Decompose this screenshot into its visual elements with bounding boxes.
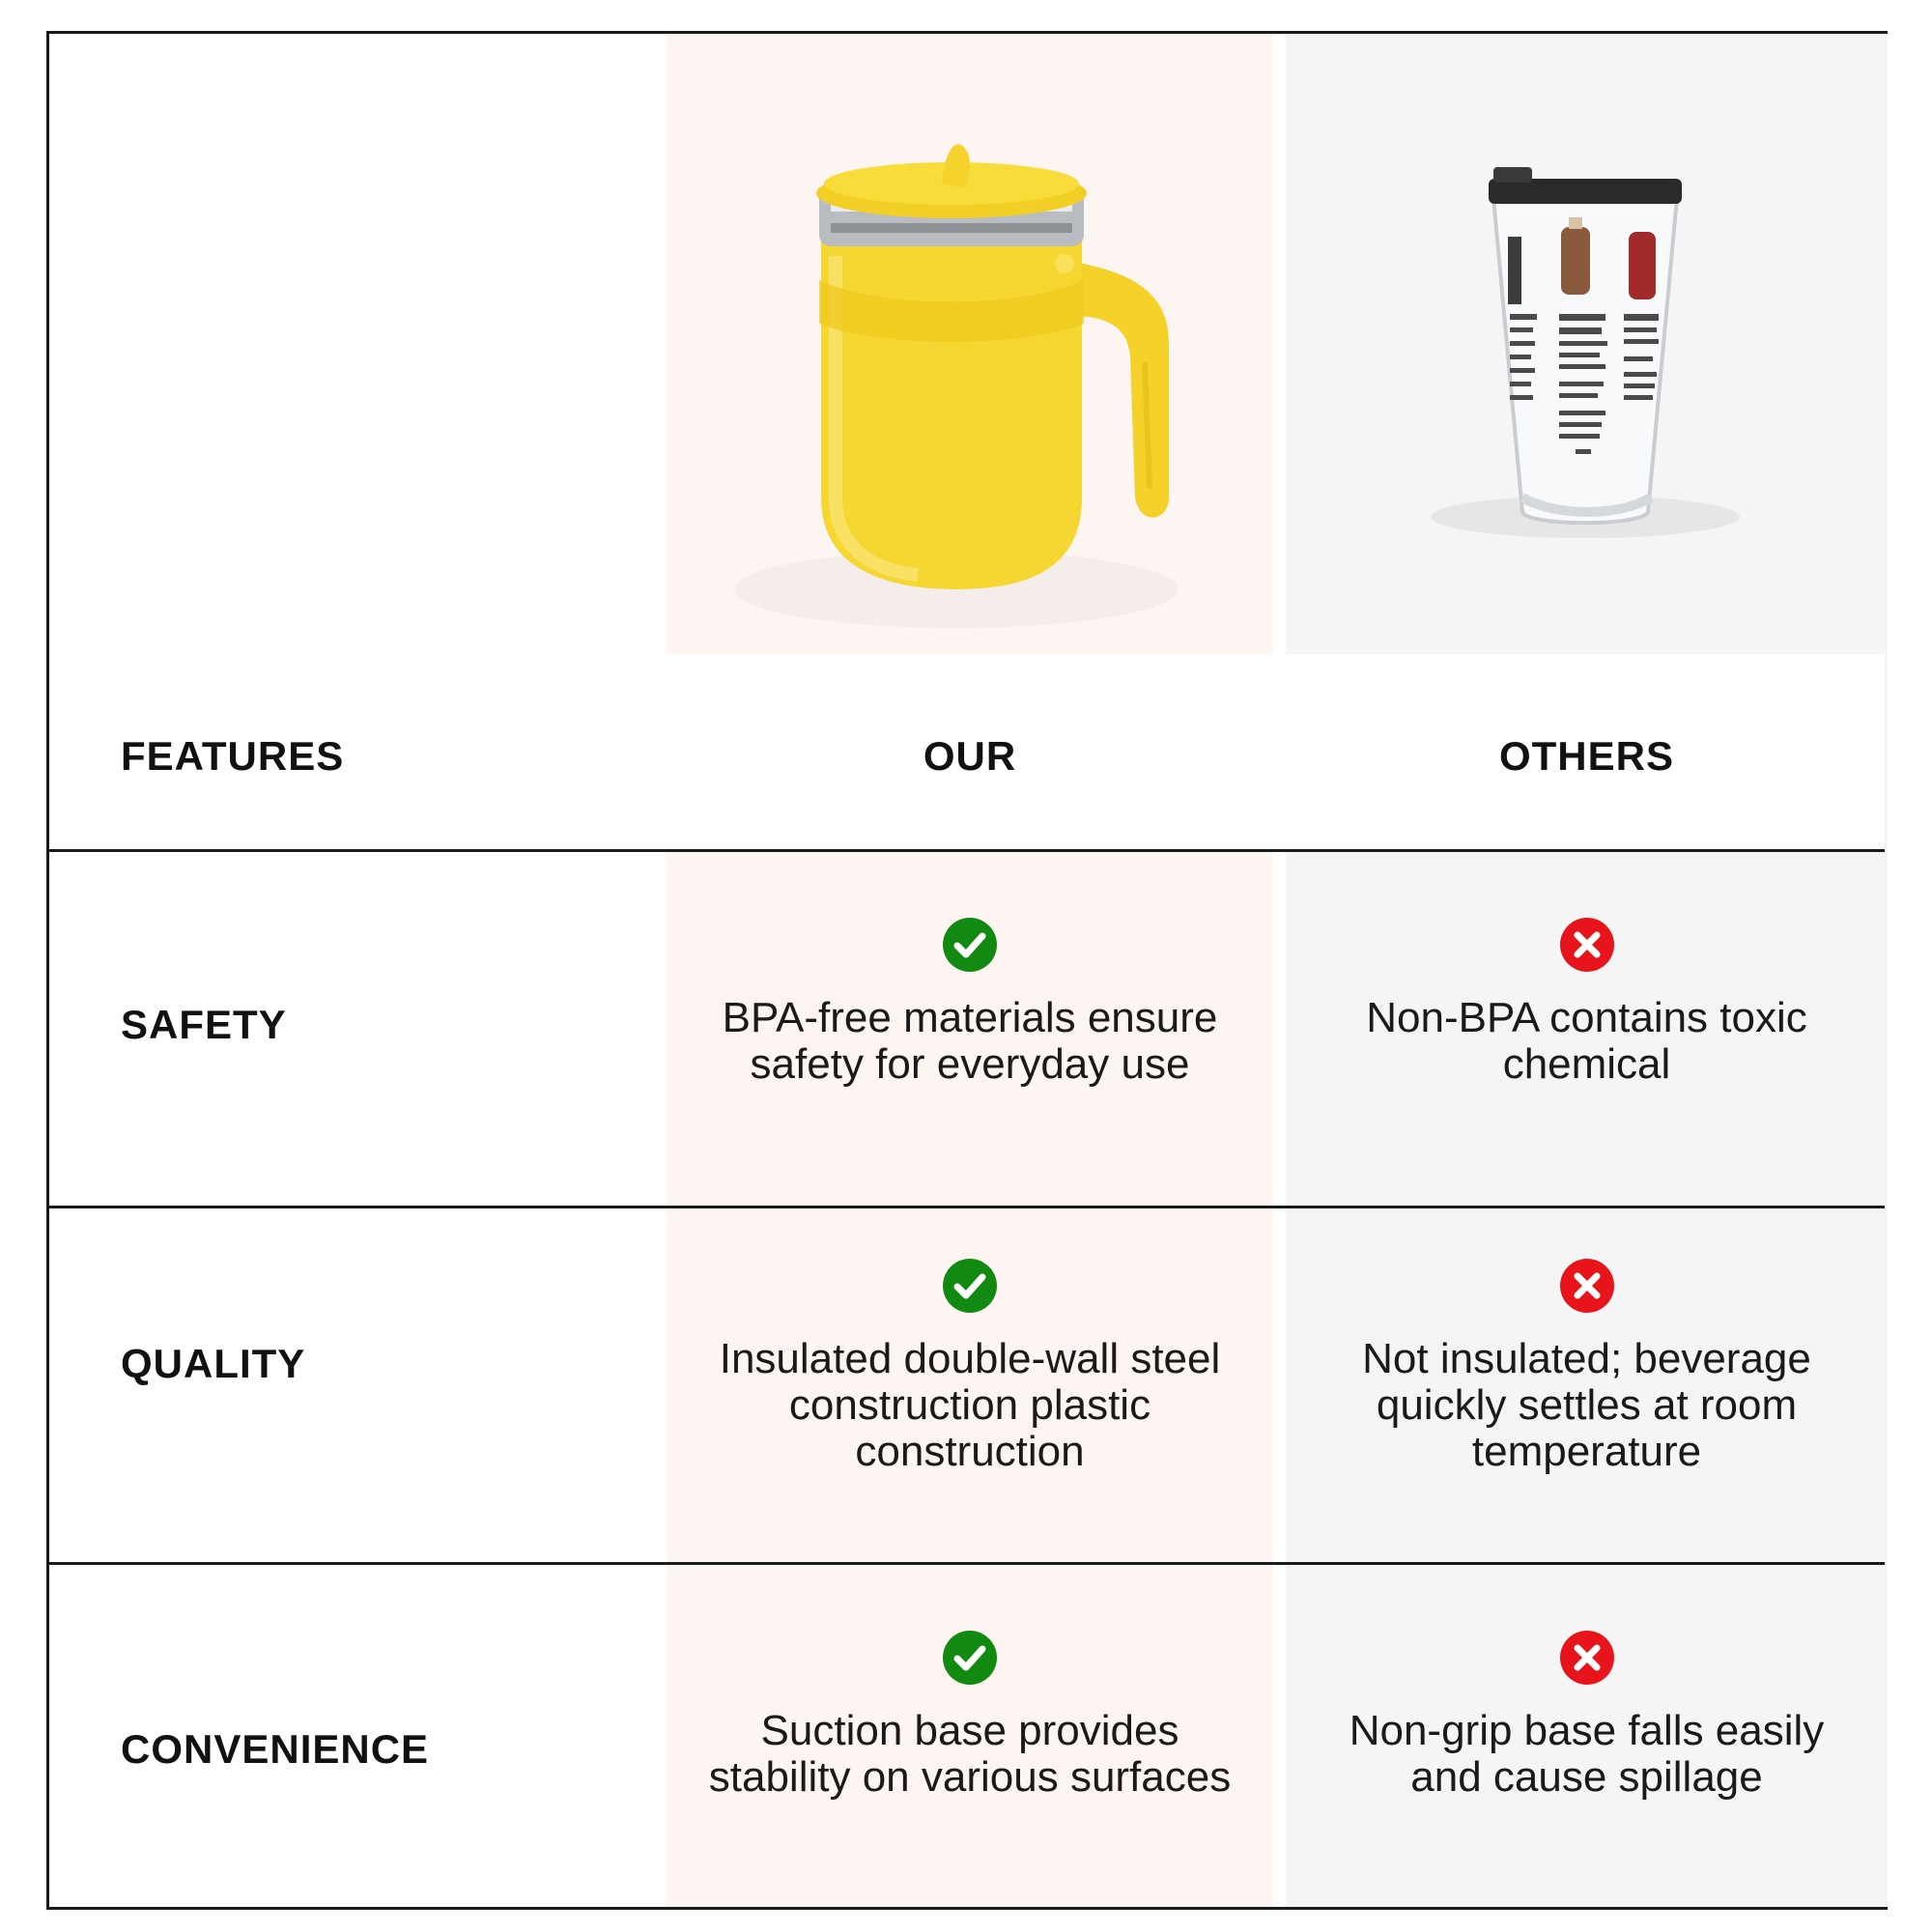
- others-header: OTHERS: [1498, 733, 1674, 779]
- others-cell: [1286, 1631, 1888, 1801]
- check-icon: [943, 918, 997, 972]
- ours-cell: [667, 1259, 1273, 1475]
- others-text: Non-BPA contains toxic chemical: [1366, 994, 1807, 1088]
- others-text: Not insulated; beverage quickly settles at room temperature: [1362, 1335, 1811, 1475]
- ours-image-panel: [667, 34, 1273, 654]
- feature-label-convenience: CONVENIENCE: [121, 1726, 430, 1772]
- cross-icon: [1560, 918, 1614, 972]
- ours-text: Insulated double-wall steel construction plastic construction: [719, 1335, 1221, 1475]
- others-image-panel: [1286, 34, 1888, 654]
- features-header: FEATURES: [121, 733, 345, 779]
- header-row: [49, 34, 1885, 849]
- table-row: [49, 1208, 1885, 1562]
- cross-icon: [1560, 1631, 1614, 1685]
- ours-cell: [667, 918, 1273, 1088]
- others-text: Non-grip base falls easily and cause spillage: [1349, 1707, 1825, 1801]
- comparison-table: [46, 31, 1888, 1910]
- glass-cup-image: [1286, 34, 1888, 654]
- others-cell: [1286, 918, 1888, 1088]
- ours-cell: [667, 1631, 1273, 1801]
- table-row: [49, 1565, 1885, 1910]
- check-icon: [943, 1631, 997, 1685]
- check-icon: [943, 1259, 997, 1313]
- yellow-mug-image: [667, 34, 1273, 654]
- ours-header: OUR: [923, 733, 1017, 779]
- ours-text: BPA-free materials ensure safety for everyday use: [722, 994, 1218, 1088]
- others-cell: [1286, 1259, 1888, 1475]
- cross-icon: [1560, 1259, 1614, 1313]
- feature-label-safety: SAFETY: [121, 1002, 287, 1047]
- feature-label-quality: QUALITY: [121, 1341, 306, 1386]
- table-row: [49, 852, 1885, 1206]
- ours-text: Suction base provides stability on various surfaces: [708, 1707, 1232, 1801]
